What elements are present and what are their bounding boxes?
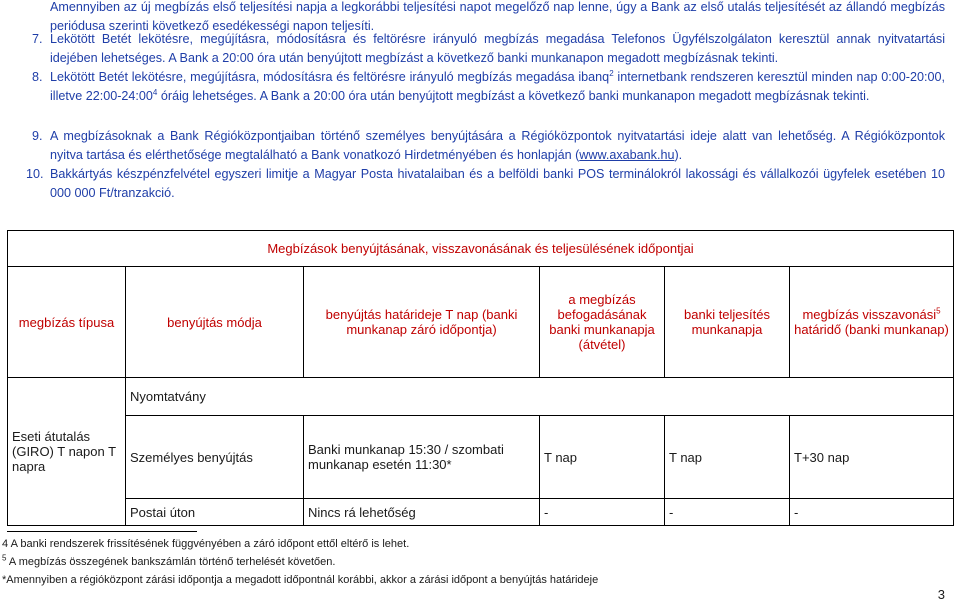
footnote-4 bbox=[2, 537, 409, 551]
cell-mode: Postai úton bbox=[126, 499, 304, 526]
paragraph-7 bbox=[32, 30, 945, 68]
footnote-ref-5: 5 bbox=[936, 306, 941, 316]
paragraph-8-text-c: óráig lehetséges. A Bank a 20:00 óra után benyújtott megbízást a következő banki munkanapon megadott megbízásnak tekinti. bbox=[157, 89, 870, 103]
cell-debit: T nap bbox=[540, 416, 665, 499]
footnote-4-text: A banki rendszerek frissítésének függvényében a záró időpont ettől eltérő is lehet. bbox=[8, 538, 410, 550]
header-revoke bbox=[790, 267, 954, 378]
paragraph-intro-text: Amennyiben az új megbízás első teljesítési napja a legkorábbi teljesítési napot megelőző nap lenne, úgy a Bank az első utalás teljesítését az állandó megbízás periódusa szerinti következő esedékességi napon teljesíti. bbox=[50, 0, 945, 33]
footnote-4-mark: 4 bbox=[2, 538, 9, 550]
paragraph-10 bbox=[26, 165, 945, 203]
footnote-star-text: *Amennyiben a régióközpont zárási időpontja a megadott időpontnál korábbi, akkor a zárási időpont a benyújtás határideje bbox=[2, 574, 599, 586]
paragraph-8 bbox=[32, 68, 945, 106]
footnote-separator bbox=[7, 531, 197, 532]
footnote-5-text: A megbízás összegének bankszámlán történő terhelését követően. bbox=[6, 556, 336, 568]
paragraph-8-number: 8. bbox=[32, 70, 43, 84]
cell-settle: T nap bbox=[665, 416, 790, 499]
cell-revoke: - bbox=[790, 499, 954, 526]
cell-deadline: Banki munkanap 15:30 / szombati munkanap esetén 11:30* bbox=[304, 416, 540, 499]
cell-deadline: Nincs rá lehetőség bbox=[304, 499, 540, 526]
footnote-5 bbox=[2, 555, 335, 569]
paragraph-7-number: 7. bbox=[32, 32, 43, 46]
cell-mode: Személyes benyújtás bbox=[126, 416, 304, 499]
header-type: megbízás típusa bbox=[8, 267, 126, 378]
footnote-ref-2: 2 bbox=[609, 68, 614, 78]
table-title: Megbízások benyújtásának, visszavonásának és teljesülésének időpontjai bbox=[8, 231, 954, 267]
header-deadline: benyújtás határideje T nap (banki munkanap záró időpontja) bbox=[304, 267, 540, 378]
footnote-5-mark: 5 bbox=[2, 553, 7, 563]
header-settle-day: banki teljesítés munkanapja bbox=[665, 267, 790, 378]
paragraph-9 bbox=[32, 127, 945, 165]
page-number: 3 bbox=[937, 587, 945, 602]
header-debit-day: a megbízás befogadásának banki munkanapja (átvétel) bbox=[540, 267, 665, 378]
paragraph-8-text-a: Lekötött Betét lekötésre, megújításra, módosításra és feltörésre irányuló megbízás megadása ibanq bbox=[50, 70, 610, 84]
paragraph-9-text-a: A megbízásoknak a Bank Régióközpontjaiban történő személyes benyújtására a Régióközpontok nyitvatartási ideje alatt van lehetőség. A Régióközpontok nyitva tartása és elérthetősége megtalálható a Bank vonatkozó Hirdetményében és honlapján ( bbox=[50, 129, 945, 162]
paragraph-10-number: 10. bbox=[26, 167, 44, 181]
header-revoke-a: megbízás visszavonási bbox=[802, 307, 937, 322]
paragraph-8-text-b: internetbank rendszeren keresztül minden nap 0:00-20:00, illetve 22:00-24:00 bbox=[50, 70, 945, 103]
paragraph-10-text: Bakkártyás készpénzfelvétel egyszeri limitje a Magyar Posta hivatalaiban és a belföldi banki POS terminálokról lakossági és vállalkozói ügyfelek esetében 10 000 000 Ft/tranzakció. bbox=[50, 167, 945, 200]
paragraph-9-text-b: ). bbox=[674, 148, 683, 162]
deadlines-table bbox=[7, 230, 954, 526]
header-submit-mode: benyújtás módja bbox=[126, 267, 304, 378]
header-revoke-b: határidő (banki munkanap) bbox=[794, 322, 949, 337]
cell-revoke: T+30 nap bbox=[790, 416, 954, 499]
footnote-star bbox=[2, 573, 598, 587]
row-type-cell: Eseti átutalás (GIRO) T napon T napra bbox=[8, 378, 126, 526]
cell-debit: - bbox=[540, 499, 665, 526]
paragraph-7-text: Lekötött Betét lekötésre, megújításra, módosításra és feltörésre irányuló megbízás megadása Telefonos Ügyfélszolgálaton keresztül annak nyitvatartási idejében lehetséges. A Bank a 20:00 óra után benyújtott megbízást a következő banki munkanapon megadott megbízásnak tekinti. bbox=[50, 32, 945, 65]
table-row bbox=[8, 416, 954, 499]
axabank-link[interactable]: www.axabank.hu bbox=[579, 148, 675, 162]
footnote-ref-4: 4 bbox=[152, 87, 158, 97]
section-label: Nyomtatvány bbox=[126, 378, 954, 416]
cell-settle: - bbox=[665, 499, 790, 526]
table-row bbox=[8, 499, 954, 526]
paragraph-9-number: 9. bbox=[32, 129, 43, 143]
